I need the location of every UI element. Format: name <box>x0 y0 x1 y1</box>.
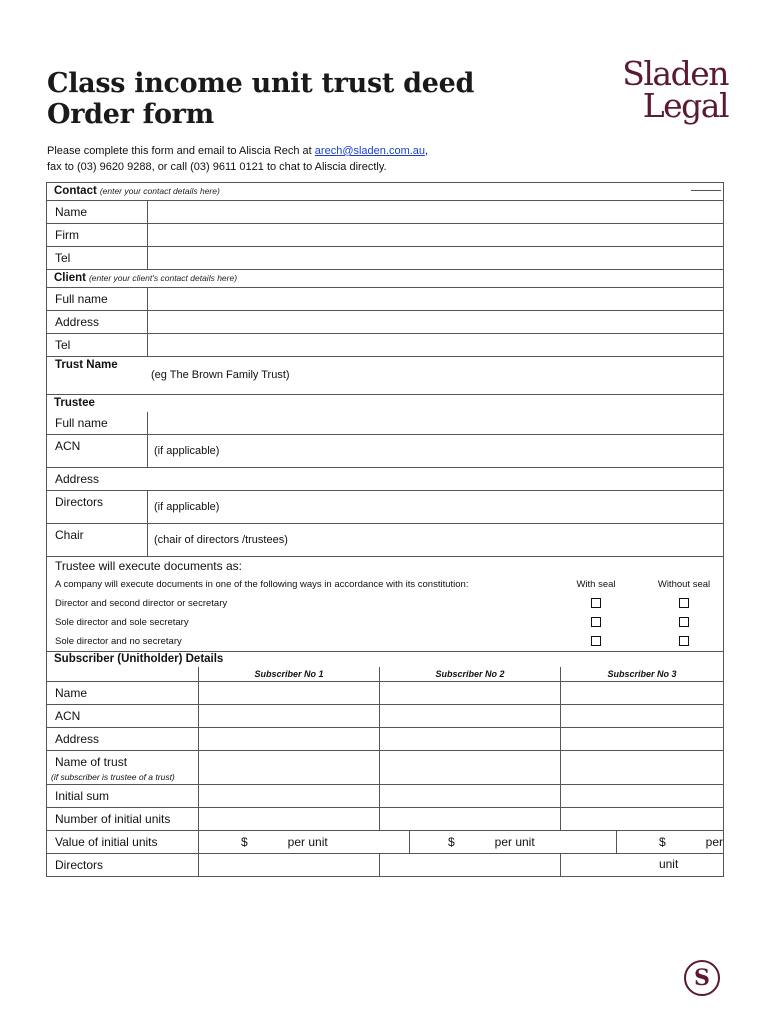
subscriber-heading: Subscriber (Unitholder) Details <box>54 653 224 665</box>
contact-tel-field[interactable] <box>148 247 723 269</box>
trust-name-row[interactable]: Trust Name (eg The Brown Family Trust) <box>47 357 723 395</box>
subscriber-address-row: Address <box>47 728 723 751</box>
contact-name-row[interactable]: Name <box>47 201 723 224</box>
option-2-with-seal-checkbox[interactable] <box>591 617 601 627</box>
contact-firm-row[interactable]: Firm <box>47 224 723 247</box>
subscriber-columns <box>47 667 723 682</box>
execution-intro: A company will execute documents in one of the following ways in accordance with its constitution: <box>55 579 469 590</box>
trustee-acn-field[interactable]: (if applicable) <box>154 445 220 457</box>
subscriber-1-header: Subscriber No 1 <box>199 667 380 681</box>
client-full-name-field[interactable] <box>148 288 723 310</box>
trustee-full-name-field[interactable] <box>148 412 723 434</box>
client-address-row[interactable]: Address <box>47 311 723 334</box>
trustee-full-name-row[interactable]: Full name <box>47 412 723 435</box>
with-seal-header: With seal <box>576 579 616 590</box>
trustee-address-row[interactable]: Address <box>47 468 723 491</box>
order-form <box>46 182 724 877</box>
client-heading: Client (enter your client's contact details here) <box>47 270 723 288</box>
subscriber-2-header: Subscriber No 2 <box>380 667 561 681</box>
subscriber-name-of-trust-row: Name of trust (if subscriber is trustee of a trust) <box>47 751 723 785</box>
trustee-address-field[interactable] <box>147 468 723 490</box>
execution-option-1: Director and second director or secretary <box>47 594 723 613</box>
subscriber-units-row: Number of initial units <box>47 808 723 831</box>
contact-firm-field[interactable] <box>148 224 723 246</box>
sladen-legal-logo: Sladen Legal <box>622 54 728 125</box>
subscriber-acn-row: ACN <box>47 705 723 728</box>
title-line-2: Order form <box>47 99 214 130</box>
option-2-without-seal-checkbox[interactable] <box>679 617 689 627</box>
client-tel-field[interactable] <box>148 334 723 356</box>
subscriber-name-row: Name <box>47 682 723 705</box>
contact-tel-row[interactable]: Tel <box>47 247 723 270</box>
trustee-directors-row[interactable]: Directors (if applicable) <box>47 491 723 524</box>
subscriber-initial-sum-row: Initial sum <box>47 785 723 808</box>
option-1-with-seal-checkbox[interactable] <box>591 598 601 608</box>
option-3-without-seal-checkbox[interactable] <box>679 636 689 646</box>
client-full-name-row[interactable]: Full name <box>47 288 723 311</box>
title-line-1: Class income unit trust deed <box>47 68 475 99</box>
client-address-field[interactable] <box>148 311 723 333</box>
option-1-without-seal-checkbox[interactable] <box>679 598 689 608</box>
page-title <box>47 68 474 130</box>
trustee-chair-field[interactable]: (chair of directors /trustees) <box>154 534 288 546</box>
option-3-with-seal-checkbox[interactable] <box>591 636 601 646</box>
email-link[interactable]: arech@sladen.com.au <box>314 145 426 157</box>
contact-name-field[interactable] <box>148 201 723 223</box>
without-seal-header: Without seal <box>657 579 711 590</box>
client-tel-row[interactable]: Tel <box>47 334 723 357</box>
execution-title: Trustee will execute documents as: <box>55 559 242 573</box>
trustee-acn-row[interactable]: ACN (if applicable) <box>47 435 723 468</box>
execution-option-3: Sole director and no secretary <box>47 632 723 651</box>
subscriber-3-header: Subscriber No 3 <box>607 669 677 679</box>
execution-section <box>47 557 723 652</box>
subscriber-directors-row: Directors <box>47 854 723 876</box>
trustee-directors-field[interactable]: (if applicable) <box>154 501 220 513</box>
trustee-chair-row[interactable]: Chair (chair of directors /trustees) <box>47 524 723 557</box>
sladen-seal-icon: S <box>684 960 720 996</box>
contact-heading: Contact (enter your contact details here) <box>47 183 723 201</box>
trust-name-field[interactable]: (eg The Brown Family Trust) <box>151 369 290 381</box>
execution-option-2: Sole director and sole secretary <box>47 613 723 632</box>
subscriber-value-row: Value of initial units $ per unit $ per unit $ per unit <box>47 831 723 854</box>
instructions: Please complete this form and email to Aliscia Rech at arech@sladen.com.au, fax to (03) 9620 9288, or call (03) 9611 0121 to chat to Aliscia directly. <box>47 145 429 173</box>
trustee-heading: Trustee <box>54 397 95 409</box>
